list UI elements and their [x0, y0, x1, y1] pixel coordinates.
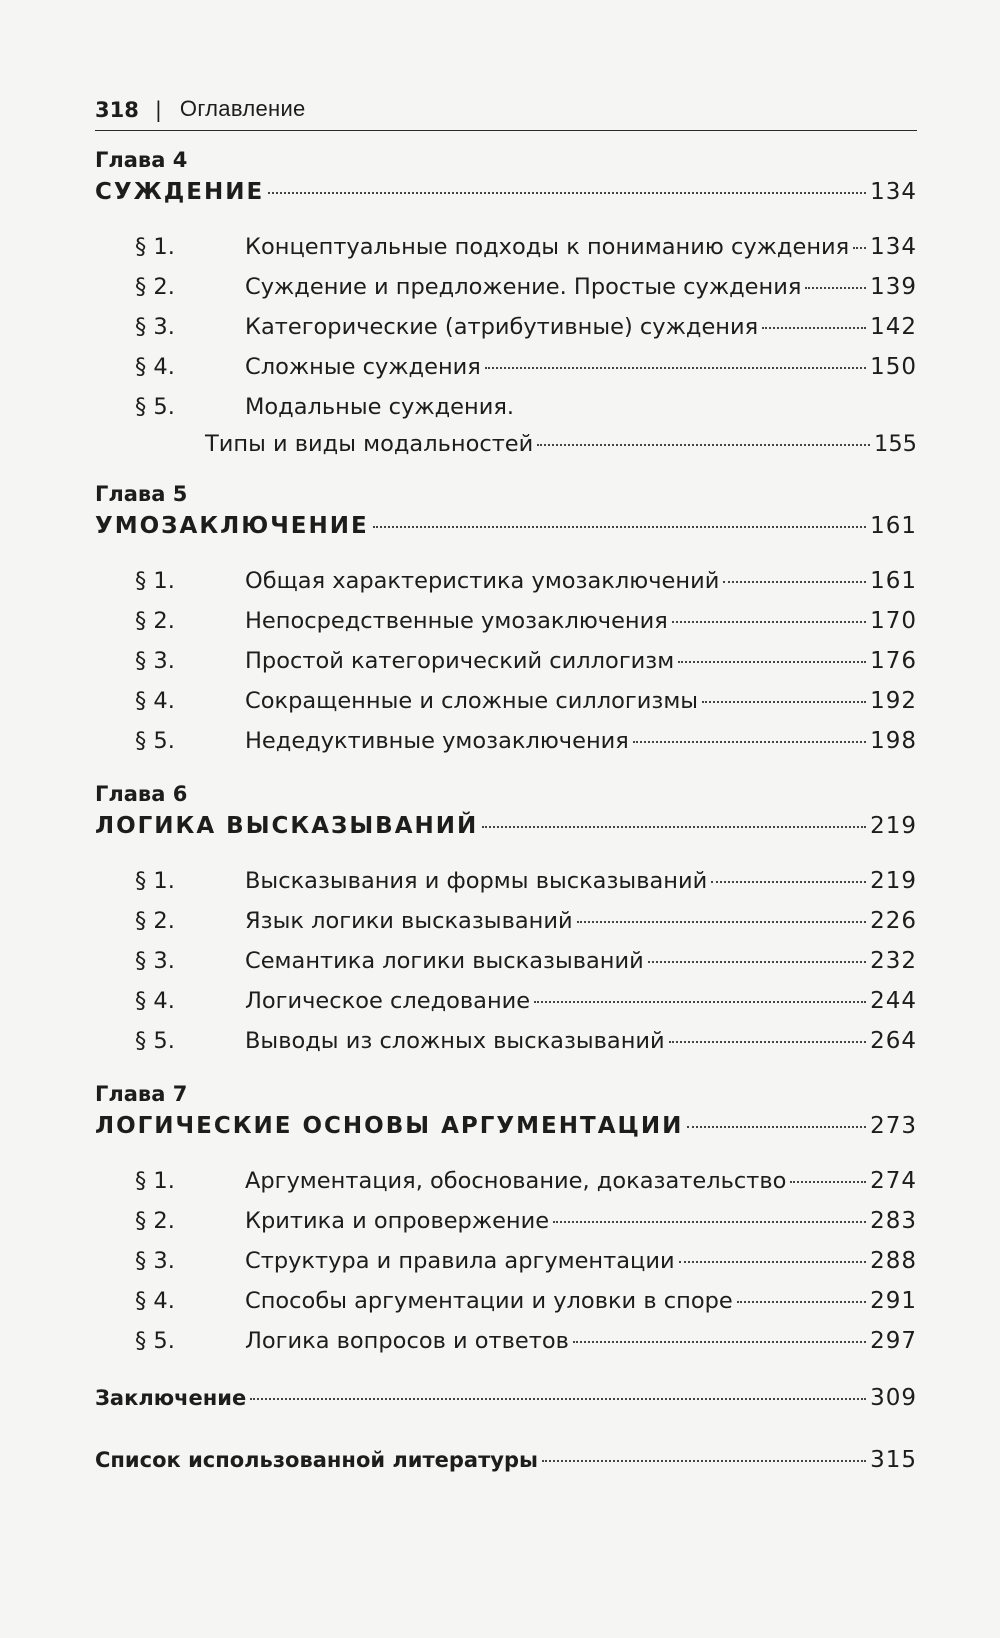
dot-leader — [577, 921, 867, 923]
chapter-title: СУЖДЕНИЕ — [95, 179, 265, 205]
chapter-label: Глава 6 — [95, 782, 188, 806]
dot-leader — [553, 1221, 866, 1223]
section-title: Способы аргументации и уловки в споре — [245, 1288, 733, 1314]
section-title: Суждение и предложение. Простые суждения — [245, 274, 802, 300]
toc-entry-conclusion[interactable] — [95, 1381, 917, 1415]
section-number: § 1. — [135, 234, 175, 260]
entry-page: 309 — [870, 1385, 917, 1411]
entry-page: 232 — [870, 948, 917, 974]
section-title: Модальные суждения. — [245, 394, 515, 420]
dot-leader — [805, 287, 866, 289]
dot-leader — [723, 581, 866, 583]
entry-page: 291 — [870, 1288, 917, 1314]
toc-entry-section[interactable] — [95, 901, 917, 941]
section-title: Сокращенные и сложные силлогизмы — [245, 688, 699, 714]
section-number: § 4. — [135, 988, 175, 1014]
chapter-title: ЛОГИЧЕСКИЕ ОСНОВЫ АРГУМЕНТАЦИИ — [95, 1113, 684, 1139]
dot-leader — [669, 1041, 866, 1043]
dot-leader — [250, 1398, 866, 1400]
toc-entry-section[interactable] — [95, 681, 917, 721]
dot-leader — [648, 961, 866, 963]
entry-page: 273 — [870, 1113, 917, 1139]
section-number: § 4. — [135, 1288, 175, 1314]
entry-page: 244 — [870, 988, 917, 1014]
dot-leader — [679, 1261, 866, 1263]
toc-page — [95, 80, 917, 1477]
running-header — [95, 80, 917, 122]
toc-entry-references[interactable] — [95, 1443, 917, 1477]
toc-entry-chapter[interactable] — [95, 175, 917, 209]
toc-entry-section[interactable] — [95, 601, 917, 641]
toc-entry-chapter[interactable] — [95, 1109, 917, 1143]
dot-leader — [633, 741, 866, 743]
section-number: § 1. — [135, 1168, 175, 1194]
section-number: § 4. — [135, 688, 175, 714]
toc-entry-section[interactable] — [95, 1241, 917, 1281]
section-title: Недедуктивные умозаключения — [245, 728, 629, 754]
section-title: Логика вопросов и ответов — [245, 1328, 569, 1354]
dot-leader — [711, 881, 866, 883]
chapter-title: УМОЗАКЛЮЧЕНИЕ — [95, 513, 369, 539]
section-number: § 2. — [135, 274, 175, 300]
dot-leader — [687, 1126, 866, 1128]
section-number: § 3. — [135, 948, 175, 974]
section-title: Сложные суждения — [245, 354, 481, 380]
toc-entry-section[interactable] — [95, 1321, 917, 1361]
entry-page: 139 — [870, 274, 917, 300]
toc-entry-section[interactable] — [95, 861, 917, 901]
entry-page: 198 — [870, 728, 917, 754]
entry-page: 192 — [870, 688, 917, 714]
entry-page: 315 — [870, 1447, 917, 1473]
table-of-contents — [95, 145, 917, 1361]
section-title: Категорические (атрибутивные) суждения — [245, 314, 759, 340]
header-separator: | — [154, 98, 162, 122]
toc-entry-chapter[interactable] — [95, 509, 917, 543]
section-title: Общая характеристика умозаключений — [245, 568, 720, 594]
entry-page: 161 — [870, 513, 917, 539]
entry-page: 150 — [870, 354, 917, 380]
section-title: Аргументация, обоснование, доказательство — [245, 1168, 787, 1194]
toc-entry-section[interactable] — [95, 1201, 917, 1241]
dot-leader — [853, 247, 866, 249]
page-number: 318 — [95, 98, 139, 122]
section-title: Выводы из сложных высказываний — [245, 1028, 665, 1054]
entry-page: 297 — [870, 1328, 917, 1354]
section-number: § 5. — [135, 728, 175, 754]
section-number: § 5. — [135, 394, 175, 420]
entry-page: 170 — [870, 608, 917, 634]
section-title: Семантика логики высказываний — [245, 948, 644, 974]
chapter-title: ЛОГИКА ВЫСКАЗЫВАНИЙ — [95, 813, 479, 839]
dot-leader — [678, 661, 866, 663]
dot-leader — [790, 1181, 866, 1183]
entry-title: Список использованной литературы — [95, 1448, 538, 1472]
header-rule — [95, 130, 917, 131]
section-title: Структура и правила аргументации — [245, 1248, 675, 1274]
section-title-continued: Типы и виды модальностей — [205, 431, 534, 457]
dot-leader — [737, 1301, 866, 1303]
entry-page: 134 — [870, 234, 917, 260]
dot-leader — [482, 826, 866, 828]
toc-entry-section[interactable] — [95, 721, 917, 761]
entry-page: 288 — [870, 1248, 917, 1274]
section-number: § 5. — [135, 1028, 175, 1054]
dot-leader — [702, 701, 866, 703]
section-title: Непосредственные умозаключения — [245, 608, 668, 634]
dot-leader — [672, 621, 866, 623]
toc-entry-section[interactable] — [95, 981, 917, 1021]
entry-page: 155 — [874, 431, 917, 457]
chapter-label: Глава 7 — [95, 1082, 188, 1106]
section-number: § 4. — [135, 354, 175, 380]
entry-page: 134 — [870, 179, 917, 205]
section-number: § 3. — [135, 648, 175, 674]
section-title: Критика и опровержение — [245, 1208, 550, 1234]
toc-entry-section[interactable] — [95, 1161, 917, 1201]
entry-page: 283 — [870, 1208, 917, 1234]
section-number: § 1. — [135, 568, 175, 594]
section-number: § 1. — [135, 868, 175, 894]
section-title: Высказывания и формы высказываний — [245, 868, 708, 894]
section-number: § 3. — [135, 1248, 175, 1274]
entry-page: 264 — [870, 1028, 917, 1054]
section-number: § 5. — [135, 1328, 175, 1354]
chapter-label: Глава 5 — [95, 482, 188, 506]
toc-entry-chapter[interactable] — [95, 809, 917, 843]
header-title: Оглавление — [179, 96, 306, 121]
dot-leader — [537, 444, 870, 446]
toc-entry-section[interactable] — [95, 641, 917, 681]
dot-leader — [534, 1001, 866, 1003]
dot-leader — [485, 367, 866, 369]
dot-leader — [762, 327, 866, 329]
entry-page: 219 — [870, 813, 917, 839]
section-number: § 2. — [135, 608, 175, 634]
section-title: Логическое следование — [245, 988, 531, 1014]
entry-page: 219 — [870, 868, 917, 894]
toc-entry-section[interactable] — [95, 307, 917, 347]
section-number: § 2. — [135, 1208, 175, 1234]
dot-leader — [542, 1460, 866, 1462]
toc-entry-section[interactable] — [95, 347, 917, 387]
section-title: Концептуальные подходы к пониманию суждения — [245, 234, 850, 260]
entry-page: 161 — [870, 568, 917, 594]
dot-leader — [268, 192, 866, 194]
toc-entry-section[interactable] — [95, 1021, 917, 1061]
dot-leader — [373, 526, 866, 528]
toc-entry-section[interactable] — [95, 1281, 917, 1321]
toc-entry-section[interactable] — [95, 227, 917, 267]
chapter-label: Глава 4 — [95, 148, 188, 172]
toc-entry-section[interactable] — [95, 561, 917, 601]
toc-entry-section[interactable] — [95, 941, 917, 981]
section-number: § 2. — [135, 908, 175, 934]
dot-leader — [573, 1341, 866, 1343]
toc-entry-section[interactable] — [95, 387, 917, 461]
entry-title: Заключение — [95, 1386, 247, 1410]
toc-entry-section[interactable] — [95, 267, 917, 307]
entry-page: 176 — [870, 648, 917, 674]
section-title: Простой категорический силлогизм — [245, 648, 675, 674]
entry-page: 226 — [870, 908, 917, 934]
entry-page: 274 — [870, 1168, 917, 1194]
section-title: Язык логики высказываний — [245, 908, 573, 934]
entry-page: 142 — [870, 314, 917, 340]
section-number: § 3. — [135, 314, 175, 340]
